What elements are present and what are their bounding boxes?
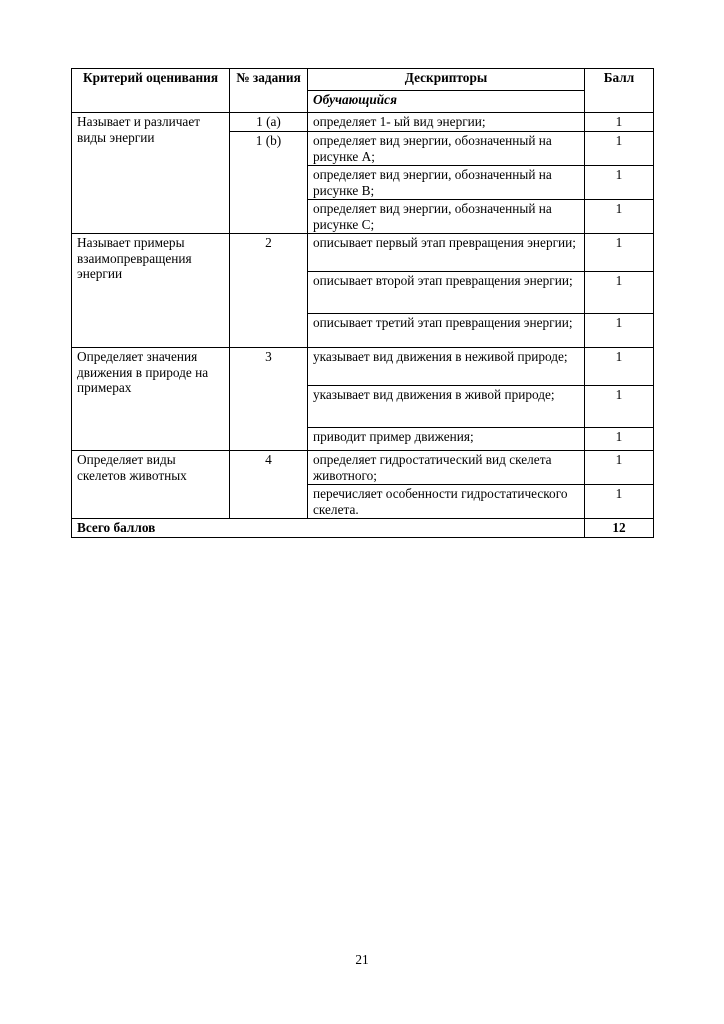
criterion-cell: Называет примеры взаимопревращения энергии: [72, 234, 230, 348]
score-cell: 1: [585, 113, 654, 132]
score-cell: 1: [585, 485, 654, 519]
task-number-cell: 3: [230, 348, 308, 451]
descriptor-cell: описывает второй этап превращения энергии;: [308, 272, 585, 314]
descriptor-cell: указывает вид движения в живой природе;: [308, 386, 585, 428]
descriptor-cell: определяет 1- ый вид энергии;: [308, 113, 585, 132]
task-number-cell: 4: [230, 451, 308, 519]
descriptor-cell: приводит пример движения;: [308, 428, 585, 451]
descriptor-cell: описывает третий этап превращения энергии;: [308, 314, 585, 348]
score-cell: 1: [585, 348, 654, 386]
score-cell: 1: [585, 234, 654, 272]
score-cell: 1: [585, 451, 654, 485]
descriptor-cell: определяет вид энергии, обозначенный на рисунке A;: [308, 132, 585, 166]
descriptor-cell: указывает вид движения в неживой природе;: [308, 348, 585, 386]
criterion-cell: Называет и различает виды энергии: [72, 113, 230, 234]
descriptor-cell: перечисляет особенности гидростатического скелета.: [308, 485, 585, 519]
descriptor-cell: описывает первый этап превращения энергии;: [308, 234, 585, 272]
page-number: 21: [355, 952, 369, 967]
total-label: Всего баллов: [72, 519, 585, 538]
score-cell: 1: [585, 132, 654, 166]
assessment-rubric-table: [71, 68, 654, 538]
header-score: Балл: [585, 69, 654, 113]
header-task-number: № задания: [230, 69, 308, 113]
descriptor-cell: определяет вид энергии, обозначенный на рисунке B;: [308, 166, 585, 200]
score-cell: 1: [585, 272, 654, 314]
score-cell: 1: [585, 166, 654, 200]
criterion-cell: Определяет значения движения в природе на примерах: [72, 348, 230, 451]
score-cell: 1: [585, 428, 654, 451]
header-learner: Обучающийся: [308, 91, 585, 113]
descriptor-cell: определяет гидростатический вид скелета животного;: [308, 451, 585, 485]
criterion-cell: Определяет виды скелетов животных: [72, 451, 230, 519]
task-number-cell: 1 (a): [230, 113, 308, 132]
descriptor-cell: определяет вид энергии, обозначенный на рисунке C;: [308, 200, 585, 234]
score-cell: 1: [585, 200, 654, 234]
task-number-cell: 2: [230, 234, 308, 348]
task-number-cell: 1 (b): [230, 132, 308, 234]
header-criterion: Критерий оценивания: [72, 69, 230, 113]
total-score: 12: [585, 519, 654, 538]
score-cell: 1: [585, 314, 654, 348]
score-cell: 1: [585, 386, 654, 428]
header-descriptors: Дескрипторы: [308, 69, 585, 91]
